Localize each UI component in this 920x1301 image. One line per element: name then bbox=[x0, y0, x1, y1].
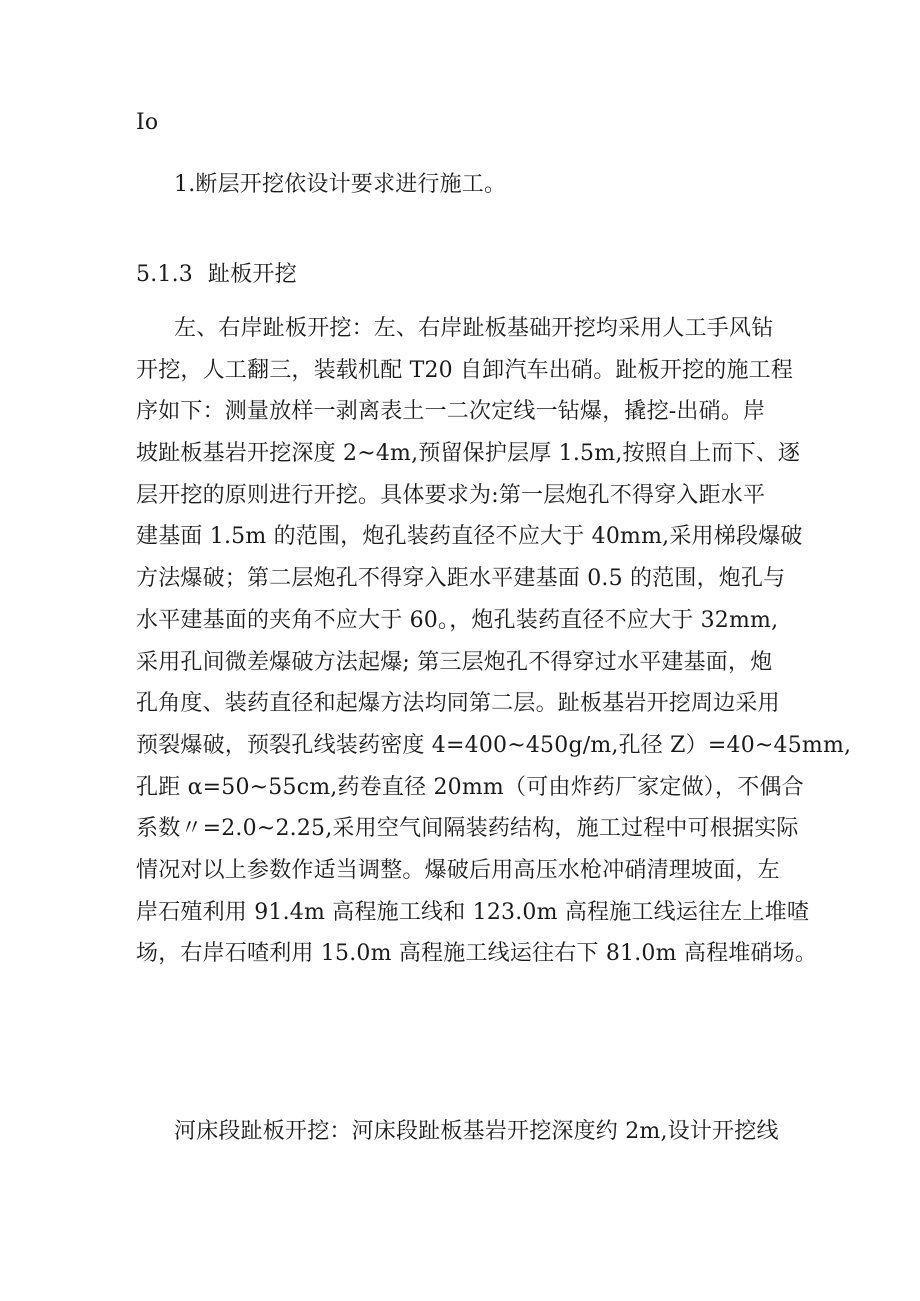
paragraph-line: 采用孔间微差爆破方法起爆; 第三层炮孔不得穿过水平建基面，炮 bbox=[136, 649, 773, 675]
paragraph-line: 岸石殖利用 91.4m 高程施工线和 123.0m 高程施工线运往左上堆喳 bbox=[136, 899, 810, 925]
paragraph-line: 水平建基面的夹角不应大于 60。，炮孔装药直径不应大于 32mm, bbox=[136, 607, 779, 633]
paragraph-line: 孔角度、装药直径和起爆方法均同第二层。趾板基岩开挖周边采用 bbox=[136, 691, 780, 717]
section-number: 5.1.3 bbox=[136, 262, 193, 287]
list-item-1: 1.断层开挖依设计要求进行施工。 bbox=[174, 172, 507, 197]
section-heading bbox=[136, 260, 297, 290]
paragraph-line: 场，右岸石喳利用 15.0m 高程施工线运往右下 81.0m 高程堆硝场。 bbox=[136, 941, 818, 967]
paragraph-line: 预裂爆破，预裂孔线装药密度 4=400~450g∕m,孔径 Z）=40~45mm, bbox=[136, 732, 852, 758]
paragraph-line: 情况对以上参数作适当调整。爆破后用高压水枪冲硝清理坡面，左 bbox=[136, 857, 780, 883]
section-title: 趾板开挖 bbox=[208, 262, 297, 287]
paragraph-toe-slab-banks bbox=[136, 314, 852, 981]
paragraph-line: 系数〃=2.0~2.25,采用空气间隔装药结构，施工过程中可根据实际 bbox=[136, 816, 799, 842]
paragraph-line: 层开挖的原则进行开挖。具体要求为:第一层炮孔不得穿入距水平 bbox=[136, 482, 766, 508]
text-fragment: Io bbox=[136, 110, 159, 135]
paragraph-line: 方法爆破；第二层炮孔不得穿入距水平建基面 0.5 的范围，炮孔与 bbox=[136, 566, 786, 592]
paragraph-line: 序如下：测量放样一剥离表土一二次定线一钻爆，撬挖-出硝。岸 bbox=[136, 399, 766, 425]
paragraph-line: 河床段趾板开挖：河床段趾板基岩开挖深度约 2m,设计开挖线 bbox=[174, 1119, 779, 1144]
paragraph-line: 开挖，人工翻三，装载机配 T20 自卸汽车出硝。趾板开挖的施工程 bbox=[136, 357, 794, 383]
paragraph-line: 建基面 1.5m 的范围，炮孔装药直径不应大于 40mm,采用梯段爆破 bbox=[136, 524, 803, 550]
paragraph-line: 左、右岸趾板开挖：左、右岸趾板基础开挖均采用人工手风钻 bbox=[174, 316, 774, 341]
paragraph-line: 孔距 α=50~55cm,药卷直径 20mm（可由炸药厂家定做），不偶合 bbox=[136, 774, 804, 800]
paragraph-toe-slab-riverbed bbox=[136, 1117, 816, 1159]
paragraph-line: 坡趾板基岩开挖深度 2~4m,预留保护层厚 1.5m,按照自上而下、逐 bbox=[136, 441, 801, 467]
